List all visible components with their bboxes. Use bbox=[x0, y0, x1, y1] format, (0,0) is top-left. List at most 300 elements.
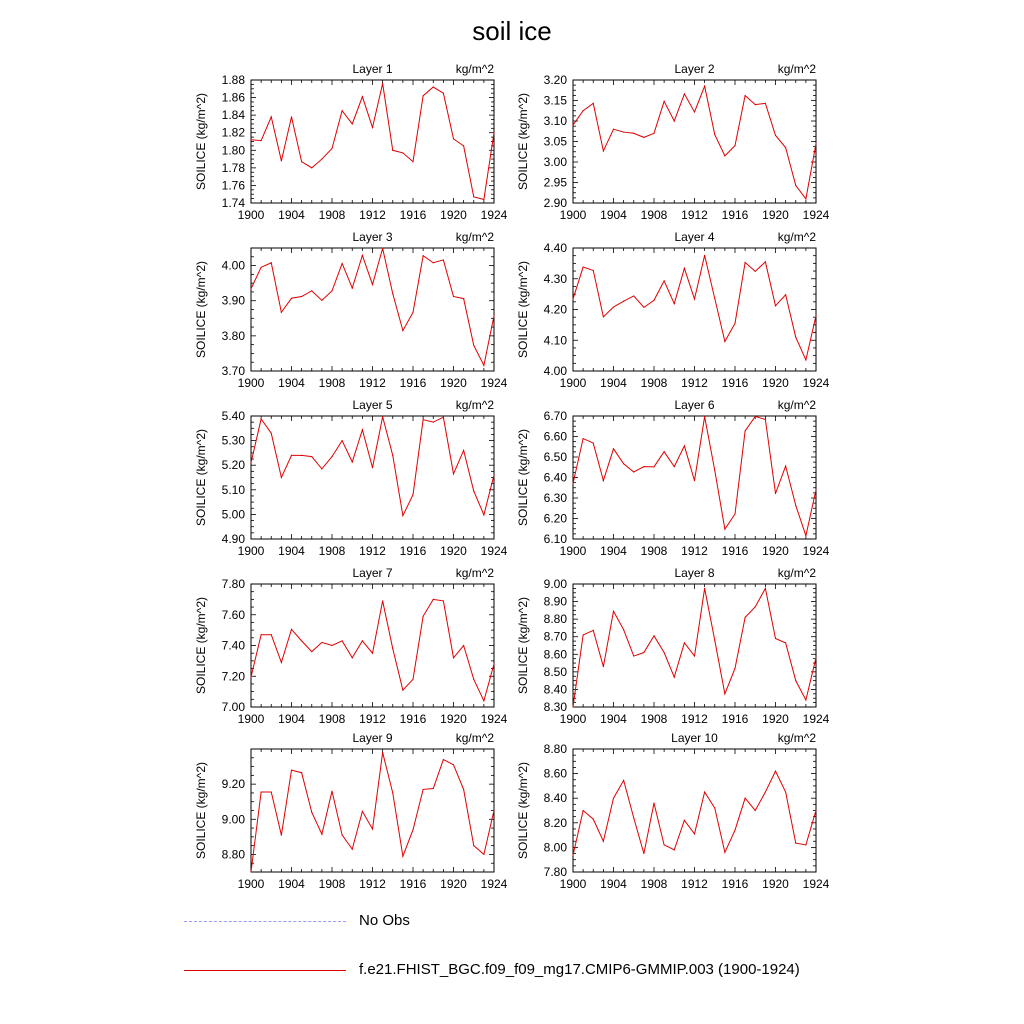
data-point bbox=[664, 844, 665, 845]
data-point bbox=[473, 196, 474, 197]
data-point bbox=[583, 634, 584, 635]
plot-frame bbox=[573, 80, 816, 203]
data-point bbox=[331, 645, 332, 646]
data-point bbox=[653, 466, 654, 467]
data-point bbox=[301, 455, 302, 456]
data-point bbox=[342, 835, 343, 836]
data-point bbox=[463, 450, 464, 451]
data-point bbox=[613, 798, 614, 799]
panel-layer-9 bbox=[194, 731, 508, 891]
y-tick-label: 4.30 bbox=[543, 271, 567, 286]
x-tick-label: 1900 bbox=[559, 208, 587, 222]
data-point bbox=[372, 653, 373, 654]
data-point bbox=[775, 493, 776, 494]
x-tick-label: 1908 bbox=[318, 544, 346, 558]
x-tick-label: 1908 bbox=[318, 208, 346, 222]
x-tick-label: 1912 bbox=[359, 544, 386, 558]
data-point bbox=[734, 513, 735, 514]
data-point bbox=[321, 468, 322, 469]
x-tick-label: 1916 bbox=[721, 376, 749, 390]
data-point bbox=[321, 834, 322, 835]
y-tick-label: 1.88 bbox=[221, 73, 245, 87]
data-point bbox=[392, 455, 393, 456]
data-point bbox=[250, 871, 251, 872]
data-point bbox=[301, 161, 302, 162]
y-tick-label: 8.40 bbox=[543, 682, 567, 697]
y-tick-label: 4.90 bbox=[221, 532, 245, 546]
data-point bbox=[261, 418, 262, 419]
data-point bbox=[382, 600, 383, 601]
y-tick-label: 1.78 bbox=[221, 160, 245, 175]
data-point bbox=[433, 788, 434, 789]
data-point bbox=[572, 855, 573, 856]
data-point bbox=[704, 416, 705, 417]
data-point bbox=[443, 759, 444, 760]
data-point bbox=[311, 167, 312, 168]
figure-title: soil ice bbox=[472, 16, 552, 46]
data-point bbox=[572, 706, 573, 707]
panel-title: Layer 2 bbox=[674, 62, 715, 76]
data-point bbox=[694, 480, 695, 481]
panel-layer-8 bbox=[516, 566, 830, 726]
data-point bbox=[765, 419, 766, 420]
plot-frame bbox=[251, 584, 494, 707]
data-point bbox=[473, 490, 474, 491]
x-tick-label: 1904 bbox=[600, 877, 627, 891]
data-point bbox=[321, 158, 322, 159]
x-tick-label: 1924 bbox=[802, 376, 830, 390]
data-point bbox=[362, 811, 363, 812]
y-tick-label: 8.60 bbox=[543, 766, 567, 781]
y-tick-label: 7.80 bbox=[543, 865, 567, 879]
data-point bbox=[423, 616, 424, 617]
data-point bbox=[342, 440, 343, 441]
data-point bbox=[724, 341, 725, 342]
data-point bbox=[795, 680, 796, 681]
data-point bbox=[745, 262, 746, 263]
data-point bbox=[755, 606, 756, 607]
data-point bbox=[362, 255, 363, 256]
y-tick-label: 5.20 bbox=[221, 458, 245, 473]
x-tick-label: 1924 bbox=[802, 544, 830, 558]
data-point bbox=[423, 95, 424, 96]
y-axis-label: SOILICE (kg/m^2) bbox=[194, 429, 208, 526]
y-tick-label: 9.00 bbox=[543, 577, 567, 591]
data-point bbox=[352, 657, 353, 658]
y-tick-label: 6.10 bbox=[543, 532, 567, 546]
y-tick-label: 6.70 bbox=[543, 409, 567, 423]
panel-title: Layer 9 bbox=[352, 731, 393, 745]
data-point bbox=[271, 116, 272, 117]
panel-layer-3 bbox=[194, 230, 508, 390]
y-tick-label: 8.50 bbox=[543, 664, 567, 679]
data-point bbox=[463, 789, 464, 790]
data-point bbox=[765, 103, 766, 104]
data-point bbox=[463, 298, 464, 299]
data-point bbox=[795, 337, 796, 338]
y-axis-label: SOILICE (kg/m^2) bbox=[516, 429, 530, 526]
panel-layer-6 bbox=[516, 398, 830, 558]
y-tick-label: 1.74 bbox=[221, 196, 245, 210]
data-point bbox=[805, 359, 806, 360]
data-point bbox=[402, 856, 403, 857]
y-tick-label: 3.90 bbox=[221, 293, 245, 308]
data-point bbox=[613, 448, 614, 449]
data-point bbox=[684, 820, 685, 821]
panel-units: kg/m^2 bbox=[777, 230, 816, 244]
data-point bbox=[443, 417, 444, 418]
legend-model-label: f.e21.FHIST_BGC.f09_f09_mg17.CMIP6-GMMIP.003 (1900-1924) bbox=[359, 961, 800, 978]
data-point bbox=[815, 657, 816, 658]
data-point bbox=[423, 419, 424, 420]
data-point bbox=[402, 330, 403, 331]
data-point bbox=[714, 298, 715, 299]
panel-title: Layer 6 bbox=[674, 398, 715, 412]
x-tick-label: 1900 bbox=[237, 208, 265, 222]
data-point bbox=[714, 134, 715, 135]
plot-frame bbox=[251, 248, 494, 371]
x-tick-label: 1920 bbox=[440, 877, 467, 891]
data-point bbox=[382, 416, 383, 417]
data-point bbox=[815, 143, 816, 144]
data-point bbox=[271, 634, 272, 635]
y-tick-label: 1.76 bbox=[221, 178, 245, 193]
data-point bbox=[674, 677, 675, 678]
data-point bbox=[311, 456, 312, 457]
y-tick-label: 8.70 bbox=[543, 629, 567, 644]
data-point bbox=[372, 127, 373, 128]
data-point bbox=[392, 293, 393, 294]
data-point bbox=[724, 155, 725, 156]
x-tick-label: 1924 bbox=[480, 712, 508, 726]
data-point bbox=[805, 535, 806, 536]
data-point bbox=[734, 145, 735, 146]
data-point bbox=[473, 345, 474, 346]
legend-model-swatch bbox=[184, 970, 346, 971]
data-point bbox=[785, 642, 786, 643]
data-point bbox=[250, 288, 251, 289]
data-point bbox=[623, 780, 624, 781]
x-tick-label: 1920 bbox=[762, 712, 789, 726]
data-point bbox=[805, 198, 806, 199]
series-line bbox=[251, 248, 494, 365]
data-point bbox=[291, 629, 292, 630]
data-point bbox=[402, 152, 403, 153]
data-point bbox=[423, 789, 424, 790]
data-point bbox=[613, 611, 614, 612]
series-line bbox=[573, 255, 816, 360]
data-point bbox=[805, 844, 806, 845]
data-point bbox=[412, 161, 413, 162]
data-point bbox=[463, 145, 464, 146]
panel-title: Layer 4 bbox=[674, 230, 715, 244]
y-tick-label: 2.95 bbox=[543, 175, 567, 190]
y-tick-label: 3.70 bbox=[221, 364, 245, 378]
data-point bbox=[603, 480, 604, 481]
data-point bbox=[593, 270, 594, 271]
data-point bbox=[815, 810, 816, 811]
data-point bbox=[271, 791, 272, 792]
y-tick-label: 8.90 bbox=[543, 594, 567, 609]
data-point bbox=[704, 588, 705, 589]
data-point bbox=[734, 668, 735, 669]
data-point bbox=[453, 473, 454, 474]
data-point bbox=[311, 812, 312, 813]
x-tick-label: 1900 bbox=[559, 376, 587, 390]
y-tick-label: 6.20 bbox=[543, 511, 567, 526]
data-point bbox=[815, 315, 816, 316]
y-tick-label: 5.30 bbox=[221, 433, 245, 448]
panel-title: Layer 5 bbox=[352, 398, 393, 412]
series-line bbox=[251, 417, 494, 516]
x-tick-label: 1904 bbox=[278, 877, 305, 891]
y-axis-label: SOILICE (kg/m^2) bbox=[194, 762, 208, 859]
x-tick-label: 1904 bbox=[278, 712, 305, 726]
x-tick-label: 1908 bbox=[318, 712, 346, 726]
y-tick-label: 8.80 bbox=[543, 612, 567, 627]
data-point bbox=[603, 666, 604, 667]
y-axis-label: SOILICE (kg/m^2) bbox=[194, 261, 208, 358]
y-tick-label: 4.00 bbox=[221, 258, 245, 273]
panel-layer-2 bbox=[516, 62, 830, 222]
x-tick-label: 1912 bbox=[359, 877, 386, 891]
x-tick-label: 1916 bbox=[721, 208, 749, 222]
data-point bbox=[281, 477, 282, 478]
data-point bbox=[433, 422, 434, 423]
panel-title: Layer 3 bbox=[352, 230, 393, 244]
data-point bbox=[271, 433, 272, 434]
x-tick-label: 1912 bbox=[359, 208, 386, 222]
x-tick-label: 1924 bbox=[480, 208, 508, 222]
data-point bbox=[382, 752, 383, 753]
data-point bbox=[613, 306, 614, 307]
data-point bbox=[362, 96, 363, 97]
data-point bbox=[331, 791, 332, 792]
data-point bbox=[795, 505, 796, 506]
data-point bbox=[694, 833, 695, 834]
y-tick-label: 8.00 bbox=[543, 840, 567, 855]
data-point bbox=[623, 131, 624, 132]
data-point bbox=[453, 657, 454, 658]
x-tick-label: 1924 bbox=[802, 208, 830, 222]
x-tick-label: 1920 bbox=[440, 544, 467, 558]
data-point bbox=[572, 483, 573, 484]
x-tick-label: 1920 bbox=[762, 877, 789, 891]
plot-frame bbox=[573, 584, 816, 707]
data-point bbox=[453, 296, 454, 297]
data-point bbox=[493, 810, 494, 811]
x-tick-label: 1904 bbox=[278, 544, 305, 558]
data-point bbox=[463, 645, 464, 646]
data-point bbox=[412, 494, 413, 495]
panel-layer-1 bbox=[194, 62, 508, 222]
data-point bbox=[493, 474, 494, 475]
data-point bbox=[493, 663, 494, 664]
x-tick-label: 1904 bbox=[600, 376, 627, 390]
data-point bbox=[603, 841, 604, 842]
y-tick-label: 8.60 bbox=[543, 647, 567, 662]
data-point bbox=[372, 284, 373, 285]
data-point bbox=[301, 640, 302, 641]
x-tick-label: 1912 bbox=[681, 208, 708, 222]
data-point bbox=[493, 315, 494, 316]
data-point bbox=[281, 835, 282, 836]
data-point bbox=[785, 465, 786, 466]
data-point bbox=[291, 455, 292, 456]
data-point bbox=[362, 429, 363, 430]
y-tick-label: 3.05 bbox=[543, 134, 567, 149]
data-point bbox=[483, 854, 484, 855]
x-tick-label: 1908 bbox=[318, 877, 346, 891]
data-point bbox=[261, 791, 262, 792]
data-point bbox=[805, 699, 806, 700]
x-tick-label: 1900 bbox=[237, 544, 265, 558]
y-tick-label: 3.10 bbox=[543, 114, 567, 128]
series-line bbox=[573, 771, 816, 855]
data-point bbox=[572, 298, 573, 299]
data-point bbox=[412, 829, 413, 830]
y-axis-label: SOILICE (kg/m^2) bbox=[194, 93, 208, 190]
x-tick-label: 1916 bbox=[399, 376, 427, 390]
y-tick-label: 2.90 bbox=[543, 196, 567, 210]
y-tick-label: 7.00 bbox=[221, 700, 245, 714]
data-point bbox=[765, 261, 766, 262]
data-point bbox=[593, 819, 594, 820]
x-tick-label: 1908 bbox=[640, 208, 668, 222]
data-point bbox=[483, 700, 484, 701]
x-tick-label: 1904 bbox=[600, 208, 627, 222]
data-point bbox=[352, 461, 353, 462]
y-tick-label: 3.15 bbox=[543, 93, 567, 108]
data-point bbox=[443, 600, 444, 601]
y-tick-label: 8.80 bbox=[543, 742, 567, 756]
data-point bbox=[755, 104, 756, 105]
x-tick-label: 1920 bbox=[440, 208, 467, 222]
panel-units: kg/m^2 bbox=[777, 566, 816, 580]
panel-title: Layer 10 bbox=[671, 731, 718, 745]
data-point bbox=[352, 123, 353, 124]
data-point bbox=[785, 791, 786, 792]
data-point bbox=[443, 259, 444, 260]
x-tick-label: 1908 bbox=[640, 544, 668, 558]
y-tick-label: 3.00 bbox=[543, 155, 567, 169]
data-point bbox=[593, 630, 594, 631]
data-point bbox=[704, 255, 705, 256]
data-point bbox=[775, 305, 776, 306]
x-tick-label: 1900 bbox=[559, 877, 587, 891]
panel-title: Layer 1 bbox=[352, 62, 393, 76]
data-point bbox=[261, 267, 262, 268]
data-point bbox=[603, 150, 604, 151]
y-tick-label: 4.20 bbox=[543, 302, 567, 317]
data-point bbox=[745, 95, 746, 96]
data-point bbox=[301, 296, 302, 297]
data-point bbox=[664, 280, 665, 281]
data-point bbox=[372, 467, 373, 468]
series-line bbox=[251, 599, 494, 700]
panel-layer-7 bbox=[194, 566, 508, 726]
data-point bbox=[674, 120, 675, 121]
data-point bbox=[352, 287, 353, 288]
data-point bbox=[684, 93, 685, 94]
y-tick-label: 1.86 bbox=[221, 90, 245, 105]
y-axis-label: SOILICE (kg/m^2) bbox=[516, 93, 530, 190]
y-tick-label: 9.20 bbox=[221, 777, 245, 792]
y-tick-label: 8.40 bbox=[543, 791, 567, 806]
data-point bbox=[623, 301, 624, 302]
data-point bbox=[261, 140, 262, 141]
data-point bbox=[583, 438, 584, 439]
data-point bbox=[402, 515, 403, 516]
data-point bbox=[342, 110, 343, 111]
legend-obs-label: No Obs bbox=[359, 912, 410, 929]
y-tick-label: 6.30 bbox=[543, 491, 567, 505]
data-point bbox=[745, 617, 746, 618]
data-point bbox=[613, 129, 614, 130]
data-point bbox=[724, 693, 725, 694]
y-axis-label: SOILICE (kg/m^2) bbox=[516, 597, 530, 694]
y-tick-label: 8.30 bbox=[543, 700, 567, 714]
series-line bbox=[251, 84, 494, 200]
data-point bbox=[342, 640, 343, 641]
y-tick-label: 3.80 bbox=[221, 328, 245, 343]
x-tick-label: 1912 bbox=[681, 544, 708, 558]
data-point bbox=[765, 791, 766, 792]
data-point bbox=[674, 303, 675, 304]
data-point bbox=[473, 679, 474, 680]
data-point bbox=[271, 262, 272, 263]
data-point bbox=[382, 83, 383, 84]
y-tick-label: 5.00 bbox=[221, 507, 245, 522]
y-tick-label: 7.20 bbox=[221, 669, 245, 684]
data-point bbox=[423, 255, 424, 256]
x-tick-label: 1912 bbox=[681, 877, 708, 891]
data-point bbox=[795, 185, 796, 186]
y-tick-label: 4.00 bbox=[543, 364, 567, 378]
data-point bbox=[483, 514, 484, 515]
y-tick-label: 1.82 bbox=[221, 125, 245, 140]
x-tick-label: 1916 bbox=[721, 712, 749, 726]
data-point bbox=[664, 101, 665, 102]
data-point bbox=[291, 769, 292, 770]
data-point bbox=[593, 442, 594, 443]
data-point bbox=[633, 471, 634, 472]
panel-title: Layer 7 bbox=[352, 566, 393, 580]
data-point bbox=[443, 93, 444, 94]
y-axis-label: SOILICE (kg/m^2) bbox=[516, 762, 530, 859]
data-point bbox=[402, 689, 403, 690]
data-point bbox=[473, 845, 474, 846]
data-point bbox=[684, 445, 685, 446]
data-point bbox=[755, 271, 756, 272]
data-point bbox=[694, 111, 695, 112]
data-point bbox=[301, 772, 302, 773]
data-point bbox=[311, 651, 312, 652]
data-point bbox=[714, 807, 715, 808]
plot-frame bbox=[251, 749, 494, 872]
data-point bbox=[653, 803, 654, 804]
data-point bbox=[643, 307, 644, 308]
x-tick-label: 1912 bbox=[681, 376, 708, 390]
panel-units: kg/m^2 bbox=[455, 230, 494, 244]
y-tick-label: 6.50 bbox=[543, 450, 567, 464]
x-tick-label: 1920 bbox=[762, 208, 789, 222]
data-point bbox=[775, 771, 776, 772]
data-point bbox=[453, 764, 454, 765]
data-point bbox=[250, 462, 251, 463]
data-point bbox=[412, 679, 413, 680]
x-tick-label: 1916 bbox=[721, 877, 749, 891]
